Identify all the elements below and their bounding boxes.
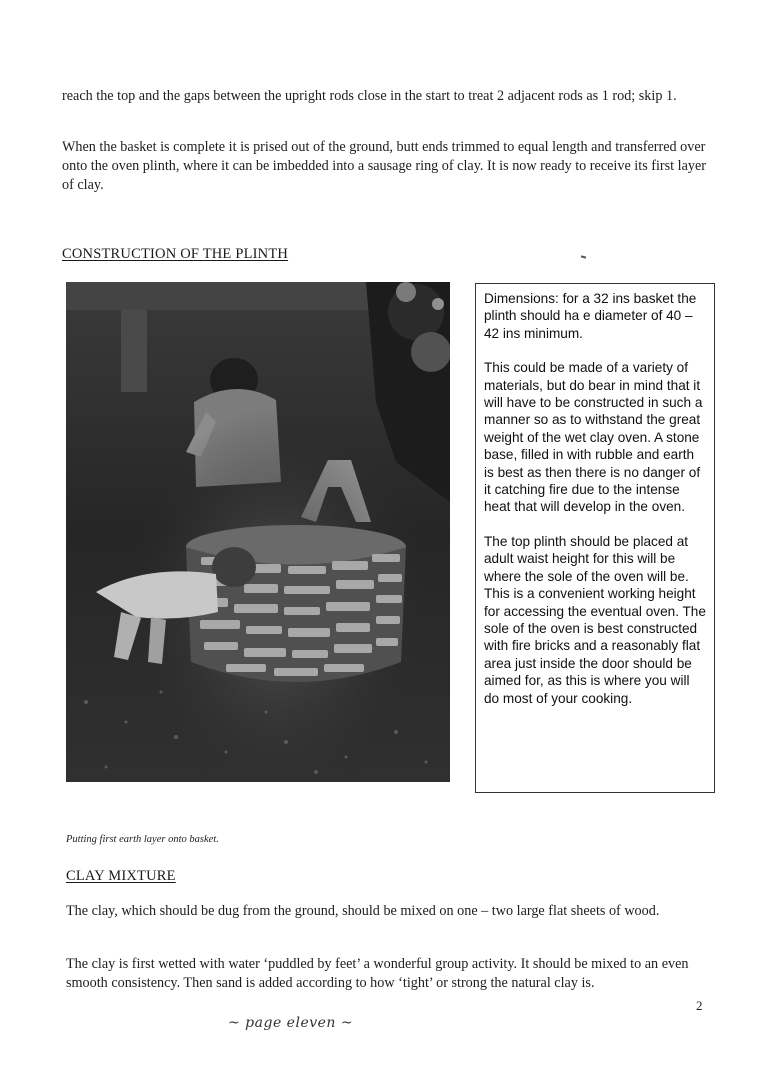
plinth-dimensions-text: Dimensions: for a 32 ins basket the plinth should ha e diameter of 40 – 42 ins minimum. bbox=[484, 291, 697, 341]
plinth-info-box bbox=[475, 283, 715, 793]
photo-caption: Putting first earth layer onto basket. bbox=[66, 834, 219, 845]
paragraph-clay-dug: The clay, which should be dug from the ground, should be mixed on one – two large flat sheets of wood. bbox=[66, 903, 660, 919]
heading-clay-mixture: CLAY MIXTURE bbox=[66, 868, 176, 884]
heading-construction-of-plinth: CONSTRUCTION OF THE PLINTH bbox=[62, 246, 289, 262]
plinth-photo bbox=[66, 282, 450, 782]
page-number: 2 bbox=[696, 998, 703, 1013]
plinth-materials-text: This could be made of a variety of materials, but do bear in mind that it will have to be constructed in such a manner so as to withstand the great weight of the wet clay oven. A stone base, filled in with rubble and earth is best as then there is no danger of it catching fire due to the intense heat that will develop in the oven. bbox=[484, 360, 703, 515]
plinth-height-text: The top plinth should be placed at adult waist height for this will be where the sole of the oven will be. This is a convenient working height for accessing the eventual oven. The sole of the oven is best constructed with fire bricks and a reasonably flat area just inside the door should be aimed for, as this is where you will do most of your cooking. bbox=[484, 533, 706, 706]
paragraph-clay-wetted: The clay is first wetted with water ‘puddled by feet’ a wonderful group activity. It should be mixed to an even smooth consistency. Then sand is added according to how ‘tight’ or strong the natural clay is. bbox=[66, 956, 689, 991]
paragraph-basket-complete: When the basket is complete it is prised out of the ground, butt ends trimmed to equal length and transferred over onto the oven plinth, where it can be imbedded into a sausage ring of clay. It is now ready to receive its first layer of clay. bbox=[62, 139, 707, 193]
scan-speck bbox=[581, 255, 586, 258]
handwritten-page-note: ~ page eleven ~ bbox=[228, 1015, 354, 1031]
paragraph-basket-top: reach the top and the gaps between the upright rods close in the start to treat 2 adjacent rods as 1 rod; skip 1. bbox=[62, 88, 677, 104]
